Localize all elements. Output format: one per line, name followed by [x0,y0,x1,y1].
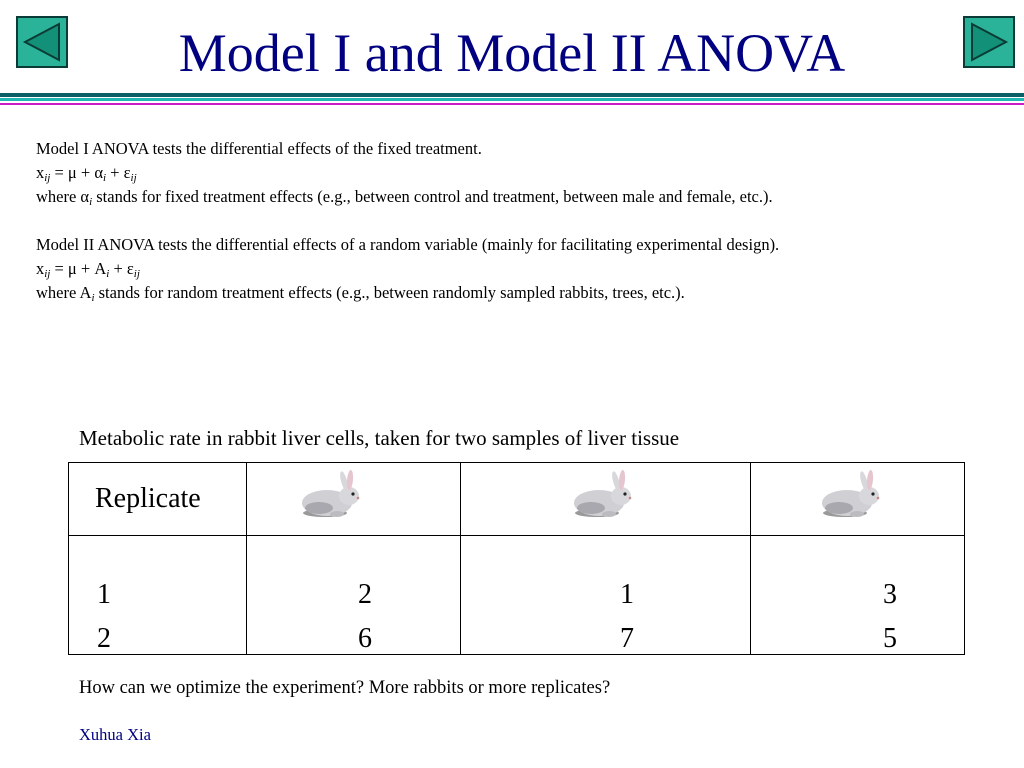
rabbit-column-3 [751,463,965,536]
model2-equation: $x_{ij} = \mu + A_i + \varepsilon_{ij}$ [36,259,140,280]
footer-question: How can we optimize the experiment? More rabbits or more replicates? [79,678,611,698]
table-value: 6 [358,623,372,654]
model1-where: where $\alpha_i$ stands for fixed treatment effects (e.g., between control and treatment, between male and female, etc.). [36,187,773,208]
divider-dark [0,93,1024,97]
rabbit-1-values [247,536,461,655]
divider-teal [0,98,1024,101]
author-name: Xuhua Xia [79,725,151,744]
table-value: 5 [883,623,897,654]
rabbit-column-1 [247,463,461,536]
replicate-number: 2 [97,623,111,654]
replicate-number: 1 [97,579,111,610]
rabbit-icon [297,469,373,525]
rabbit-data-table [68,462,964,654]
rabbit-2-values [461,536,751,655]
rabbit-3-values [751,536,965,655]
model2-where: where $A_i$ stands for random treatment effects (e.g., between randomly sampled rabbits, trees, etc.). [36,283,685,304]
slide-body [36,137,996,305]
replicate-header: Replicate [69,463,247,536]
rabbit-icon [817,469,893,525]
slide-title: Model I and Model II ANOVA [178,23,846,83]
model1-description: Model I ANOVA tests the differential effects of the fixed treatment. [36,139,482,158]
table-value: 2 [358,579,372,610]
divider-magenta [0,103,1024,105]
table-value: 3 [883,579,897,610]
table-header-row [69,463,965,536]
model2-description: Model II ANOVA tests the differential effects of a random variable (mainly for facilitating experimental design). [36,235,780,254]
table-caption: Metabolic rate in rabbit liver cells, taken for two samples of liver tissue [79,426,680,450]
table-value: 7 [620,623,634,654]
table-value: 1 [620,579,634,610]
rabbit-icon [569,469,645,525]
rabbit-column-2 [461,463,751,536]
replicate-cell [69,536,247,655]
model1-equation: $x_{ij} = \mu + \alpha_i + \varepsilon_{ij}$ [36,163,137,184]
table-data-row [69,536,965,655]
